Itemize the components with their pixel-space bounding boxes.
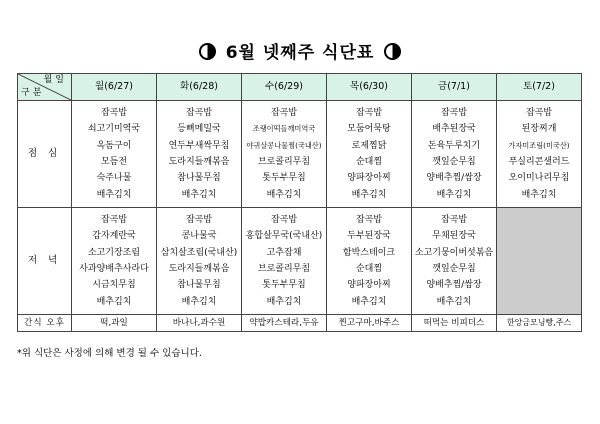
menu-item: 삼치살조림(국내산)	[160, 247, 238, 258]
menu-item: 함박스테이크	[342, 247, 396, 258]
snack-cell: 떡,과일	[72, 315, 157, 332]
menu-item: 시금치무침	[92, 280, 136, 291]
day-header: 금(7/1)	[412, 74, 497, 101]
menu-item: 무채된장국	[432, 231, 476, 242]
menu-item: 톳두부무침	[262, 280, 306, 291]
menu-item: 잡곡밥	[185, 215, 213, 226]
snack-cell: 떠먹는 비피더스	[412, 315, 497, 332]
menu-item: 배추김치	[181, 189, 217, 200]
menu-item: 양파장아찌	[347, 280, 391, 291]
menu-cell	[327, 101, 412, 208]
menu-item: 브로콜리무침	[257, 157, 311, 167]
menu-item: 도라지들깨볶음	[168, 264, 230, 274]
menu-cell	[242, 208, 327, 315]
snack-cell: 한앙금모닝빵,주스	[497, 315, 582, 332]
snack-cell: 찐고구마,바주스	[327, 315, 412, 332]
menu-item: 잡곡밥	[440, 108, 468, 119]
menu-item: 모듬전	[100, 157, 128, 167]
menu-item: 모둠어묵탕	[347, 124, 391, 135]
menu-item: 톳두부무침	[262, 173, 306, 184]
menu-item: 양배추찜/쌈장	[426, 173, 482, 184]
menu-item: 브로콜리무침	[257, 264, 311, 274]
menu-item: 참나물무침	[177, 173, 221, 184]
menu-item: 옥돔구이	[96, 140, 132, 151]
menu-item: 사과양배추사라다	[79, 264, 149, 274]
menu-item: 배추김치	[436, 189, 472, 200]
menu-item: 배추김치	[96, 296, 132, 307]
menu-item: 양파장아찌	[347, 173, 391, 184]
menu-item: 배추김치	[351, 296, 387, 307]
corner-category-label: 구분	[21, 88, 45, 98]
day-header: 수(6/29)	[242, 74, 327, 101]
corner-day-label: 월일	[43, 75, 67, 85]
menu-item: 깻잎순무침	[432, 264, 476, 274]
menu-item: 두부된장국	[347, 231, 391, 242]
menu-item: 감자계란국	[92, 231, 136, 242]
menu-item: 잡곡밥	[355, 108, 383, 119]
menu-item: 배추김치	[436, 296, 472, 307]
menu-item: 소고기뭉이버섯볶음	[414, 247, 494, 258]
menu-item: 된장찌개	[521, 124, 557, 135]
menu-item: 순대찜	[355, 157, 383, 167]
menu-item: 소고기장조림	[87, 247, 141, 258]
menu-cell	[242, 101, 327, 208]
dinner-row	[18, 208, 582, 315]
menu-item: 배추김치	[351, 189, 387, 200]
menu-item: 잡곡밥	[100, 108, 128, 119]
page-title	[0, 38, 600, 63]
menu-item: 배추된장국	[432, 124, 476, 135]
menu-cell	[412, 208, 497, 315]
menu-item: 도라지들깨볶음	[168, 157, 230, 167]
menu-item: 잡곡밥	[185, 108, 213, 119]
menu-item: 잡곡밥	[270, 215, 298, 226]
header-row	[18, 74, 582, 101]
menu-item: 연두부새싹무침	[168, 140, 230, 151]
day-header: 목(6/30)	[327, 74, 412, 101]
menu-cell	[157, 101, 242, 208]
menu-table	[17, 73, 582, 332]
menu-cell	[72, 101, 157, 208]
menu-item: 잡곡밥	[440, 215, 468, 226]
row-label: 점 심	[18, 101, 72, 208]
menu-item: 돈육두루치기	[427, 140, 481, 151]
half-circle-icon	[384, 43, 401, 60]
menu-item: 깻잎순무침	[432, 157, 476, 167]
menu-item: 조랭이떡들깨미역국	[252, 124, 316, 134]
menu-item: 푸실리콘샐러드	[508, 157, 570, 167]
menu-item: 고추잡채	[266, 247, 302, 258]
menu-item: 오이미나리무침	[508, 173, 570, 184]
day-header: 월(6/27)	[72, 74, 157, 101]
menu-cell	[72, 208, 157, 315]
menu-item: 야귀살콩나물찜(국내산)	[246, 140, 322, 150]
menu-item: 잡곡밥	[100, 215, 128, 226]
menu-item: 로제찜닭	[351, 140, 387, 151]
title-text: 6월 넷째주 식단표	[225, 43, 375, 63]
row-label: 간식 오후	[18, 315, 72, 332]
menu-item: 등뼈메밀국	[177, 124, 221, 135]
snack-cell: 약밥카스테라,두유	[242, 315, 327, 332]
menu-item: 양배추찜/쌈장	[426, 280, 482, 291]
menu-item: 참나물무침	[177, 280, 221, 291]
menu-item: 숙주나물	[96, 173, 132, 184]
day-header: 화(6/28)	[157, 74, 242, 101]
menu-cell	[157, 208, 242, 315]
snack-cell: 바나나,과수원	[157, 315, 242, 332]
menu-item: 콩나물국	[181, 231, 217, 242]
menu-item: 배추김치	[266, 189, 302, 200]
corner-cell	[18, 74, 72, 101]
menu-item: 배추김치	[266, 296, 302, 307]
half-circle-icon	[199, 43, 216, 60]
lunch-row	[18, 101, 582, 208]
menu-cell	[327, 208, 412, 315]
menu-item: 순대찜	[355, 264, 383, 274]
menu-item: 잡곡밥	[270, 108, 298, 119]
menu-item: 잡곡밥	[525, 108, 553, 119]
menu-item: 홍합살무국(국내산)	[245, 231, 323, 242]
menu-item: 배추김치	[181, 296, 217, 307]
empty-menu-cell	[497, 208, 582, 315]
menu-item: 배추김치	[521, 189, 557, 200]
snack-row	[18, 315, 582, 332]
menu-cell	[497, 101, 582, 208]
row-label: 저 녁	[18, 208, 72, 315]
menu-item: 잡곡밥	[355, 215, 383, 226]
menu-item: 쇠고기미역국	[87, 124, 141, 135]
footnote: *위 식단은 사정에 의해 변경 될 수 있습니다.	[17, 348, 202, 359]
menu-cell	[412, 101, 497, 208]
menu-item: 배추김치	[96, 189, 132, 200]
day-header: 토(7/2)	[497, 74, 582, 101]
menu-item: 가자미조림(미국산)	[508, 140, 570, 150]
